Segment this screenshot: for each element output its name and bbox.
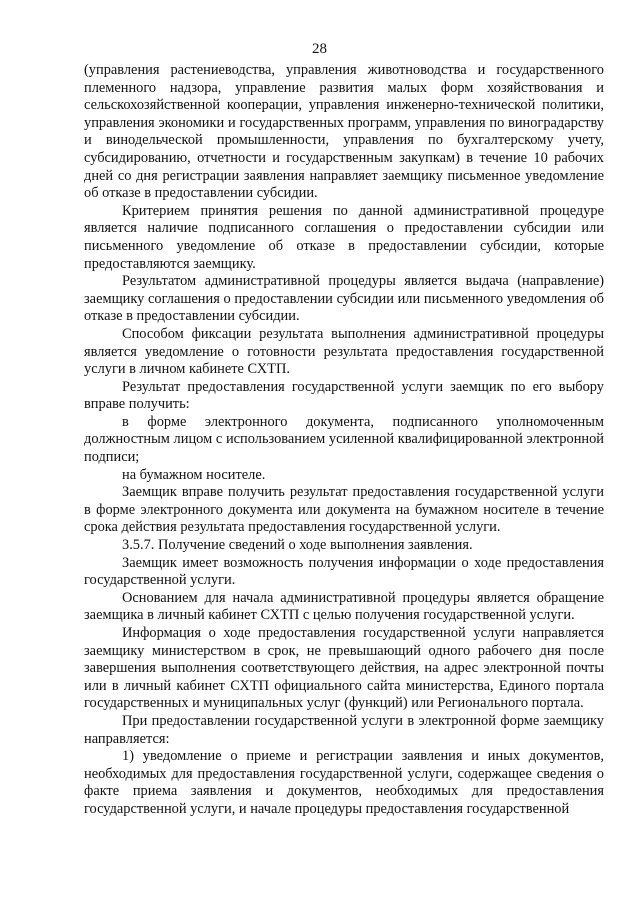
paragraph-2: Критерием принятия решения по данной административной процедуре является наличие подписанного соглашения о предоставлении субсидии или письменного уведомление об отказе в предоставлении субсидии, которые предоставляются заемщику. [84,202,604,272]
paragraph-5: Результат предоставления государственной услуги заемщик по его выбору вправе получить: [84,378,604,413]
paragraph-12: Информация о ходе предоставления государственной услуги направляется заемщику министерством в срок, не превышающий одного рабочего дня после завершения выполнения соответствующего действия, на адрес электронной почты или в личный кабинет СХТП официального сайта министерства, Единого портала государственных и муниципальных услуг (функций) или Регионального портала. [84,625,604,712]
paragraph-6: в форме электронного документа, подписанного уполномоченным должностным лицом с использованием усиленной квалифицированной электронной подписи; [84,413,604,466]
paragraph-14: 1) уведомление о приеме и регистрации заявления и иных документов, необходимых для предоставления государственной услуги, содержащее сведения о факте приема заявления и документов, необходимых для предоставления государственной услуги, и начале процедуры предоставления государственной [84,748,604,817]
paragraph-4: Способом фиксации результата выполнения административной процедуры является уведомление о готовности результата предоставления государственной услуги в личном кабинете СХТП. [84,325,604,378]
paragraph-13: При предоставлении государственной услуги в электронной форме заемщику направляется: [84,712,604,747]
document-body [84,62,604,819]
paragraph-1: (управления растениеводства, управления животноводства и государственного племенного надзора, управление развития малых форм хозяйствования и сельскохозяйственной кооперации, управления инженерно-технической политики, управления экономики и государственных программ, управления по виноградарству и винодельческой промышленности, управления по бухгалтерскому учету, субсидированию, отчетности и государственным закупкам) в течение 10 рабочих дней со дня регистрации заявления направляет заемщику письменное уведомление об отказе в предоставлении субсидии. [84,62,604,202]
paragraph-10: Заемщик имеет возможность получения информации о ходе предоставления государственной услуги. [84,554,604,589]
section-heading-3-5-7: 3.5.7. Получение сведений о ходе выполнения заявления. [122,537,473,554]
paragraph-7: на бумажном носителе. [122,466,266,483]
paragraph-3: Результатом административной процедуры является выдача (направление) заемщику соглашения о предоставлении субсидии или письменного уведомления об отказе в предоставлении субсидии. [84,273,604,325]
paragraph-11: Основанием для начала административной процедуры является обращение заемщика в личный кабинет СХТП с целью получения государственной услуги. [84,589,604,624]
page-number: 28 [312,41,327,57]
paragraph-8: Заемщик вправе получить результат предоставления государственной услуги в форме электронного документа или документа на бумажном носителе в течение срока действия результата предоставления государственной услуги. [84,484,604,536]
